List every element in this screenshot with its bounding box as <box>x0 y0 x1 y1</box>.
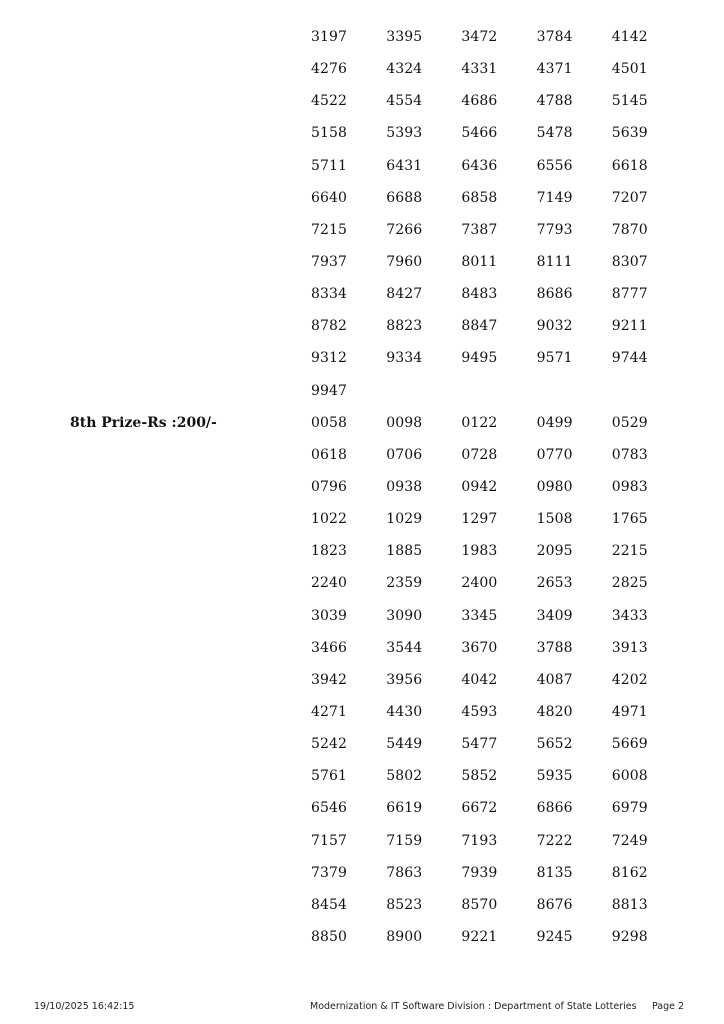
winning-number: 8523 <box>386 896 423 913</box>
winning-number: 2359 <box>386 575 423 592</box>
winning-number: 0728 <box>461 446 498 463</box>
winning-number: 8454 <box>311 896 348 913</box>
winning-number: 3433 <box>611 607 648 624</box>
winning-number: 8777 <box>611 286 648 303</box>
winning-number: 3466 <box>311 639 348 656</box>
winning-number: 9334 <box>386 350 423 367</box>
winning-number: 6688 <box>386 189 423 206</box>
winning-number: 5639 <box>611 125 648 142</box>
winning-number: 3472 <box>461 29 498 45</box>
winning-number: 1022 <box>311 511 348 528</box>
winning-number: 8135 <box>536 864 573 881</box>
winning-number: 4820 <box>536 703 573 720</box>
winning-number: 4087 <box>536 671 573 688</box>
winning-number: 8823 <box>386 318 423 335</box>
winning-number: 4554 <box>386 93 423 110</box>
winning-number: 0618 <box>311 446 348 463</box>
winning-number: 7960 <box>386 253 423 270</box>
winning-number: 5145 <box>611 93 648 110</box>
number-row <box>311 767 687 799</box>
winning-number: 0770 <box>536 446 573 463</box>
winning-numbers-grid <box>311 28 687 960</box>
winning-number: 2240 <box>311 575 348 592</box>
number-row <box>311 446 687 478</box>
winning-number: 5477 <box>461 736 498 753</box>
winning-number: 9245 <box>536 928 573 945</box>
winning-number: 6979 <box>611 800 648 817</box>
winning-number: 5466 <box>461 125 498 142</box>
number-row <box>311 864 687 896</box>
winning-number: 8813 <box>611 896 648 913</box>
number-row <box>311 317 687 349</box>
winning-number: 3395 <box>386 29 423 45</box>
winning-number: 4271 <box>311 703 348 720</box>
winning-number: 3788 <box>536 639 573 656</box>
winning-number: 0938 <box>386 478 423 495</box>
winning-number: 8162 <box>611 864 648 881</box>
winning-number: 7207 <box>611 189 648 206</box>
winning-number: 8676 <box>536 896 573 913</box>
winning-number: 4971 <box>611 703 648 720</box>
winning-number: 9221 <box>461 928 498 945</box>
winning-number: 6556 <box>536 157 573 174</box>
winning-number: 0942 <box>461 478 498 495</box>
winning-number: 5242 <box>311 736 348 753</box>
winning-number: 1983 <box>461 543 498 560</box>
winning-number: 4202 <box>611 671 648 688</box>
winning-number: 8686 <box>536 286 573 303</box>
number-row <box>311 478 687 510</box>
winning-number: 4331 <box>461 61 498 78</box>
winning-number: 0706 <box>386 446 423 463</box>
number-row <box>311 574 687 606</box>
winning-number: 2095 <box>536 543 573 560</box>
winning-number: 8850 <box>311 928 348 945</box>
winning-number: 7266 <box>386 221 423 238</box>
prize-label: 8th Prize-Rs :200/- <box>70 414 217 431</box>
number-row <box>311 510 687 542</box>
number-row <box>311 60 687 92</box>
winning-number: 8307 <box>611 253 648 270</box>
winning-number: 5449 <box>386 736 423 753</box>
winning-number: 7793 <box>536 221 573 238</box>
winning-number: 4371 <box>536 61 573 78</box>
number-row <box>311 285 687 317</box>
winning-number: 7249 <box>611 832 648 849</box>
winning-number: 5478 <box>536 125 573 142</box>
winning-number: 5852 <box>461 768 498 785</box>
number-row <box>311 542 687 574</box>
winning-number: 6672 <box>461 800 498 817</box>
winning-number: 8900 <box>386 928 423 945</box>
winning-number: 3784 <box>536 29 573 45</box>
winning-number: 5761 <box>311 768 348 785</box>
winning-number: 5158 <box>311 125 348 142</box>
winning-number: 7870 <box>611 221 648 238</box>
winning-number: 7149 <box>536 189 573 206</box>
winning-number: 1765 <box>611 511 648 528</box>
winning-number: 4042 <box>461 671 498 688</box>
footer-division: Modernization & IT Software Division : Department of State Lotteries <box>310 1001 637 1012</box>
winning-number: 4522 <box>311 93 348 110</box>
winning-number: 0499 <box>536 414 573 431</box>
winning-number: 8111 <box>536 253 573 270</box>
winning-number: 5669 <box>611 736 648 753</box>
number-row <box>311 28 687 60</box>
number-row <box>311 92 687 124</box>
winning-number: 6436 <box>461 157 498 174</box>
winning-number: 4430 <box>386 703 423 720</box>
winning-number: 6640 <box>311 189 348 206</box>
winning-number: 9211 <box>611 318 648 335</box>
number-row <box>311 253 687 285</box>
number-row <box>311 221 687 253</box>
winning-number: 7215 <box>311 221 348 238</box>
number-row <box>311 382 687 414</box>
winning-number: 0529 <box>611 414 648 431</box>
number-row <box>311 349 687 381</box>
winning-number: 1885 <box>386 543 423 560</box>
winning-number: 7939 <box>461 864 498 881</box>
winning-number: 0098 <box>386 414 423 431</box>
number-row <box>311 607 687 639</box>
winning-number: 7937 <box>311 253 348 270</box>
winning-number: 4686 <box>461 93 498 110</box>
winning-number: 8570 <box>461 896 498 913</box>
winning-number: 0058 <box>311 414 348 431</box>
winning-number: 6866 <box>536 800 573 817</box>
winning-number: 5652 <box>536 736 573 753</box>
winning-number: 3670 <box>461 639 498 656</box>
winning-number: 8847 <box>461 318 498 335</box>
winning-number: 9571 <box>536 350 573 367</box>
winning-number: 2825 <box>611 575 648 592</box>
winning-number: 3913 <box>611 639 648 656</box>
number-row <box>311 639 687 671</box>
winning-number: 4593 <box>461 703 498 720</box>
winning-number: 3197 <box>311 29 348 45</box>
number-row <box>311 735 687 767</box>
winning-number: 3942 <box>311 671 348 688</box>
winning-number: 9032 <box>536 318 573 335</box>
winning-number: 7387 <box>461 221 498 238</box>
winning-number: 8334 <box>311 286 348 303</box>
winning-number: 3345 <box>461 607 498 624</box>
winning-number: 5393 <box>386 125 423 142</box>
winning-number: 3090 <box>386 607 423 624</box>
winning-number: 5802 <box>386 768 423 785</box>
winning-number: 5711 <box>311 157 348 174</box>
number-row <box>311 124 687 156</box>
winning-number: 0122 <box>461 414 498 431</box>
winning-number: 9744 <box>611 350 648 367</box>
winning-number: 8782 <box>311 318 348 335</box>
winning-number: 6546 <box>311 800 348 817</box>
number-row <box>311 189 687 221</box>
winning-number: 6619 <box>386 800 423 817</box>
winning-number: 6008 <box>611 768 648 785</box>
footer-timestamp: 19/10/2025 16:42:15 <box>34 1001 135 1012</box>
winning-number: 4276 <box>311 61 348 78</box>
winning-number: 1297 <box>461 511 498 528</box>
winning-number: 2653 <box>536 575 573 592</box>
winning-number: 8483 <box>461 286 498 303</box>
number-row <box>311 414 687 446</box>
winning-number: 9298 <box>611 928 648 945</box>
winning-number: 6618 <box>611 157 648 174</box>
winning-number: 4324 <box>386 61 423 78</box>
winning-number: 6431 <box>386 157 423 174</box>
winning-number: 2400 <box>461 575 498 592</box>
winning-number: 9495 <box>461 350 498 367</box>
footer-page-number: Page 2 <box>652 1001 685 1012</box>
winning-number: 0796 <box>311 478 348 495</box>
winning-number: 8011 <box>461 253 498 270</box>
number-row <box>311 928 687 960</box>
winning-number: 1029 <box>386 511 423 528</box>
winning-number: 7863 <box>386 864 423 881</box>
winning-number: 1823 <box>311 543 348 560</box>
winning-number: 7159 <box>386 832 423 849</box>
winning-number: 9312 <box>311 350 348 367</box>
number-row <box>311 703 687 735</box>
winning-number: 3039 <box>311 607 348 624</box>
winning-number: 7157 <box>311 832 348 849</box>
winning-number: 0783 <box>611 446 648 463</box>
winning-number: 9947 <box>311 382 348 399</box>
winning-number: 4501 <box>611 61 648 78</box>
winning-number: 3544 <box>386 639 423 656</box>
number-row <box>311 799 687 831</box>
number-row <box>311 896 687 928</box>
winning-number: 8427 <box>386 286 423 303</box>
winning-number: 2215 <box>611 543 648 560</box>
winning-number: 5935 <box>536 768 573 785</box>
number-row <box>311 671 687 703</box>
winning-number: 7193 <box>461 832 498 849</box>
number-row <box>311 832 687 864</box>
winning-number: 7379 <box>311 864 348 881</box>
number-row <box>311 157 687 189</box>
winning-number: 7222 <box>536 832 573 849</box>
winning-number: 4142 <box>611 29 648 45</box>
winning-number: 1508 <box>536 511 573 528</box>
winning-number: 3956 <box>386 671 423 688</box>
winning-number: 0980 <box>536 478 573 495</box>
winning-number: 6858 <box>461 189 498 206</box>
winning-number: 0983 <box>611 478 648 495</box>
winning-number: 3409 <box>536 607 573 624</box>
winning-number: 4788 <box>536 93 573 110</box>
